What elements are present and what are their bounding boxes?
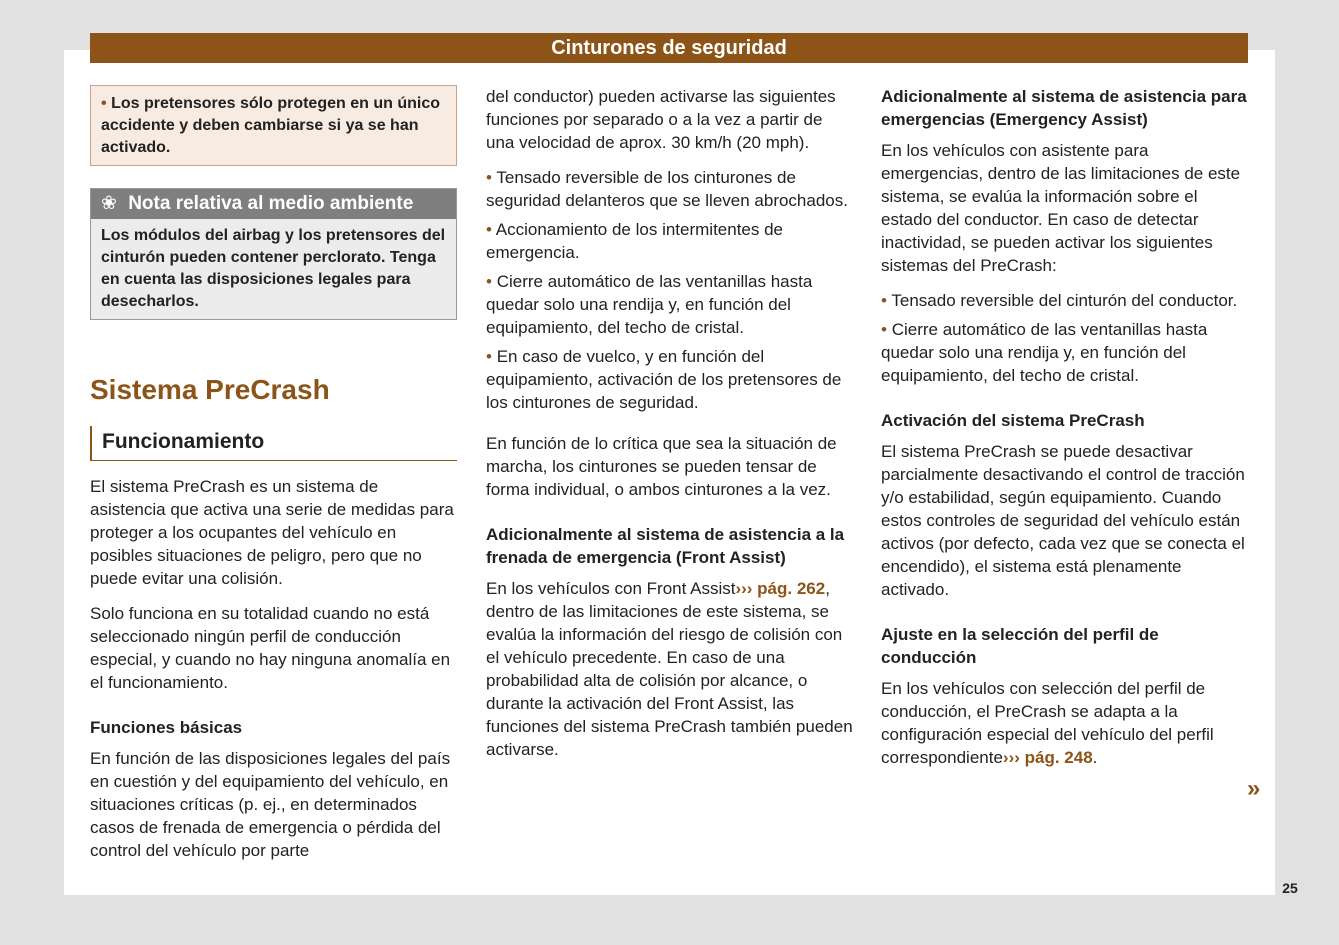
warning-box [90,85,457,166]
list-item-text: Accionamiento de los intermitentes de emergencia. [486,220,784,262]
bullet-icon: • [881,291,887,310]
heading-activation: Activación del sistema PreCrash [881,411,1145,430]
paragraph-text: . [1092,748,1098,767]
list-item [881,289,1248,312]
paragraph: En los vehículos con asistente para emergencias, dentro de las limitaciones de este sistema, se evalúa la información sobre el estado del conductor. En caso de detectar inactividad, se pueden activar los siguientes sistemas del PreCrash: [881,141,1241,275]
paragraph [881,677,1248,769]
list-item [486,166,853,212]
bullet-list [486,166,853,414]
list-item-text: En caso de vuelco, y en función del equipamiento, activación de los pretensores de los cinturones de seguridad. [486,347,842,412]
column-3 [881,85,1248,781]
list-item [881,318,1248,387]
list-item-text: Cierre automático de las ventanillas hasta quedar solo una rendija y, en función del equipamiento, del techo de cristal. [486,272,813,337]
list-item-text: Tensado reversible del cinturón del conductor. [891,291,1238,310]
bullet-list [881,289,1248,387]
bullet-icon: • [486,220,492,239]
list-item [486,218,853,264]
bullet-icon: • [486,272,492,291]
paragraph: del conductor) pueden activarse las siguientes funciones por separado o a la vez a partir de una velocidad de aprox. 30 km/h (20 mph). [486,87,836,152]
flower-icon: ❀ [101,193,117,214]
paragraph: En función de lo crítica que sea la situación de marcha, los cinturones se pueden tensar de forma individual, o ambos cinturones a la vez. [486,434,837,499]
heading-basic-functions: Funciones básicas [90,718,243,737]
paragraph-text: En los vehículos con Front Assist [486,579,736,598]
environment-note-title: Nota relativa al medio ambiente [128,193,414,214]
paragraph-text: , dentro de las limitaciones de este sistema, se evalúa la información del riesgo de colisión con el vehículo precedente. En caso de una probabilidad alta de colisión por alcance, o durante la activación del Front Assist, las funciones del sistema PreCrash también pueden activarse. [486,579,853,759]
paragraph: El sistema PreCrash es un sistema de asistencia que activa una serie de medidas para proteger a los ocupantes del vehículo en posibles situaciones de peligro, pero que no puede evitar una colisión. [90,477,454,588]
bullet-icon: • [881,320,887,339]
heading-front-assist: Adicionalmente al sistema de asistencia a la frenada de emergencia (Front Assist) [486,525,845,567]
paragraph: En función de las disposiciones legales del país en cuestión y del equipamiento del vehículo, en situaciones críticas (p. ej., en determinados casos de frenada de emergencia o pérdida del control del vehículo por parte [90,749,451,860]
list-item [486,270,853,339]
environment-note [90,188,457,320]
paragraph [486,577,853,761]
list-item [486,345,853,414]
bullet-icon: • [101,95,107,112]
page-number: 25 [1282,880,1298,896]
paragraph-text: En los vehículos con selección del perfil de conducción, el PreCrash se adapta a la configuración especial del vehículo del perfil correspondiente [881,679,1214,767]
column-1 [90,85,457,874]
heading-emergency-assist: Adicionalmente al sistema de asistencia para emergencias (Emergency Assist) [881,87,1247,129]
column-2 [486,85,853,773]
subsection-title: Funcionamiento [90,426,457,461]
warning-text: Los pretensores sólo protegen en un único accidente y deben cambiarse si ya se han activado. [101,95,440,156]
environment-note-header [91,189,456,219]
environment-note-text: Los módulos del airbag y los pretensores del cinturón pueden contener perclorato. Tenga en cuenta las disposiciones legales para desecharlos. [101,227,446,310]
paragraph: El sistema PreCrash se puede desactivar parcialmente desactivando el control de tracción y/o estabilidad, según equipamiento. Cuando estos controles de seguridad del vehículo están activos (por defecto, cada vez que se conecta el encendido), el sistema está plenamente activado. [881,442,1245,599]
list-item-text: Cierre automático de las ventanillas hasta quedar solo una rendija y, en función del equipamiento, del techo de cristal. [881,320,1208,385]
heading-profile: Ajuste en la selección del perfil de conducción [881,625,1159,667]
section-title: Sistema PreCrash [90,374,330,405]
page-reference-link[interactable]: ››› pág. 262 [735,579,826,598]
continue-icon: » [1247,775,1261,802]
bullet-icon: • [486,347,492,366]
paragraph: Solo funciona en su totalidad cuando no está seleccionado ningún perfil de conducción especial, y cuando no hay ninguna anomalía en el funcionamiento. [90,604,451,692]
page-reference-link[interactable]: ››› pág. 248 [1002,748,1093,767]
chapter-header: Cinturones de seguridad [90,33,1248,63]
list-item-text: Tensado reversible de los cinturones de seguridad delanteros que se lleven abrochados. [486,168,848,210]
bullet-icon: • [486,168,492,187]
